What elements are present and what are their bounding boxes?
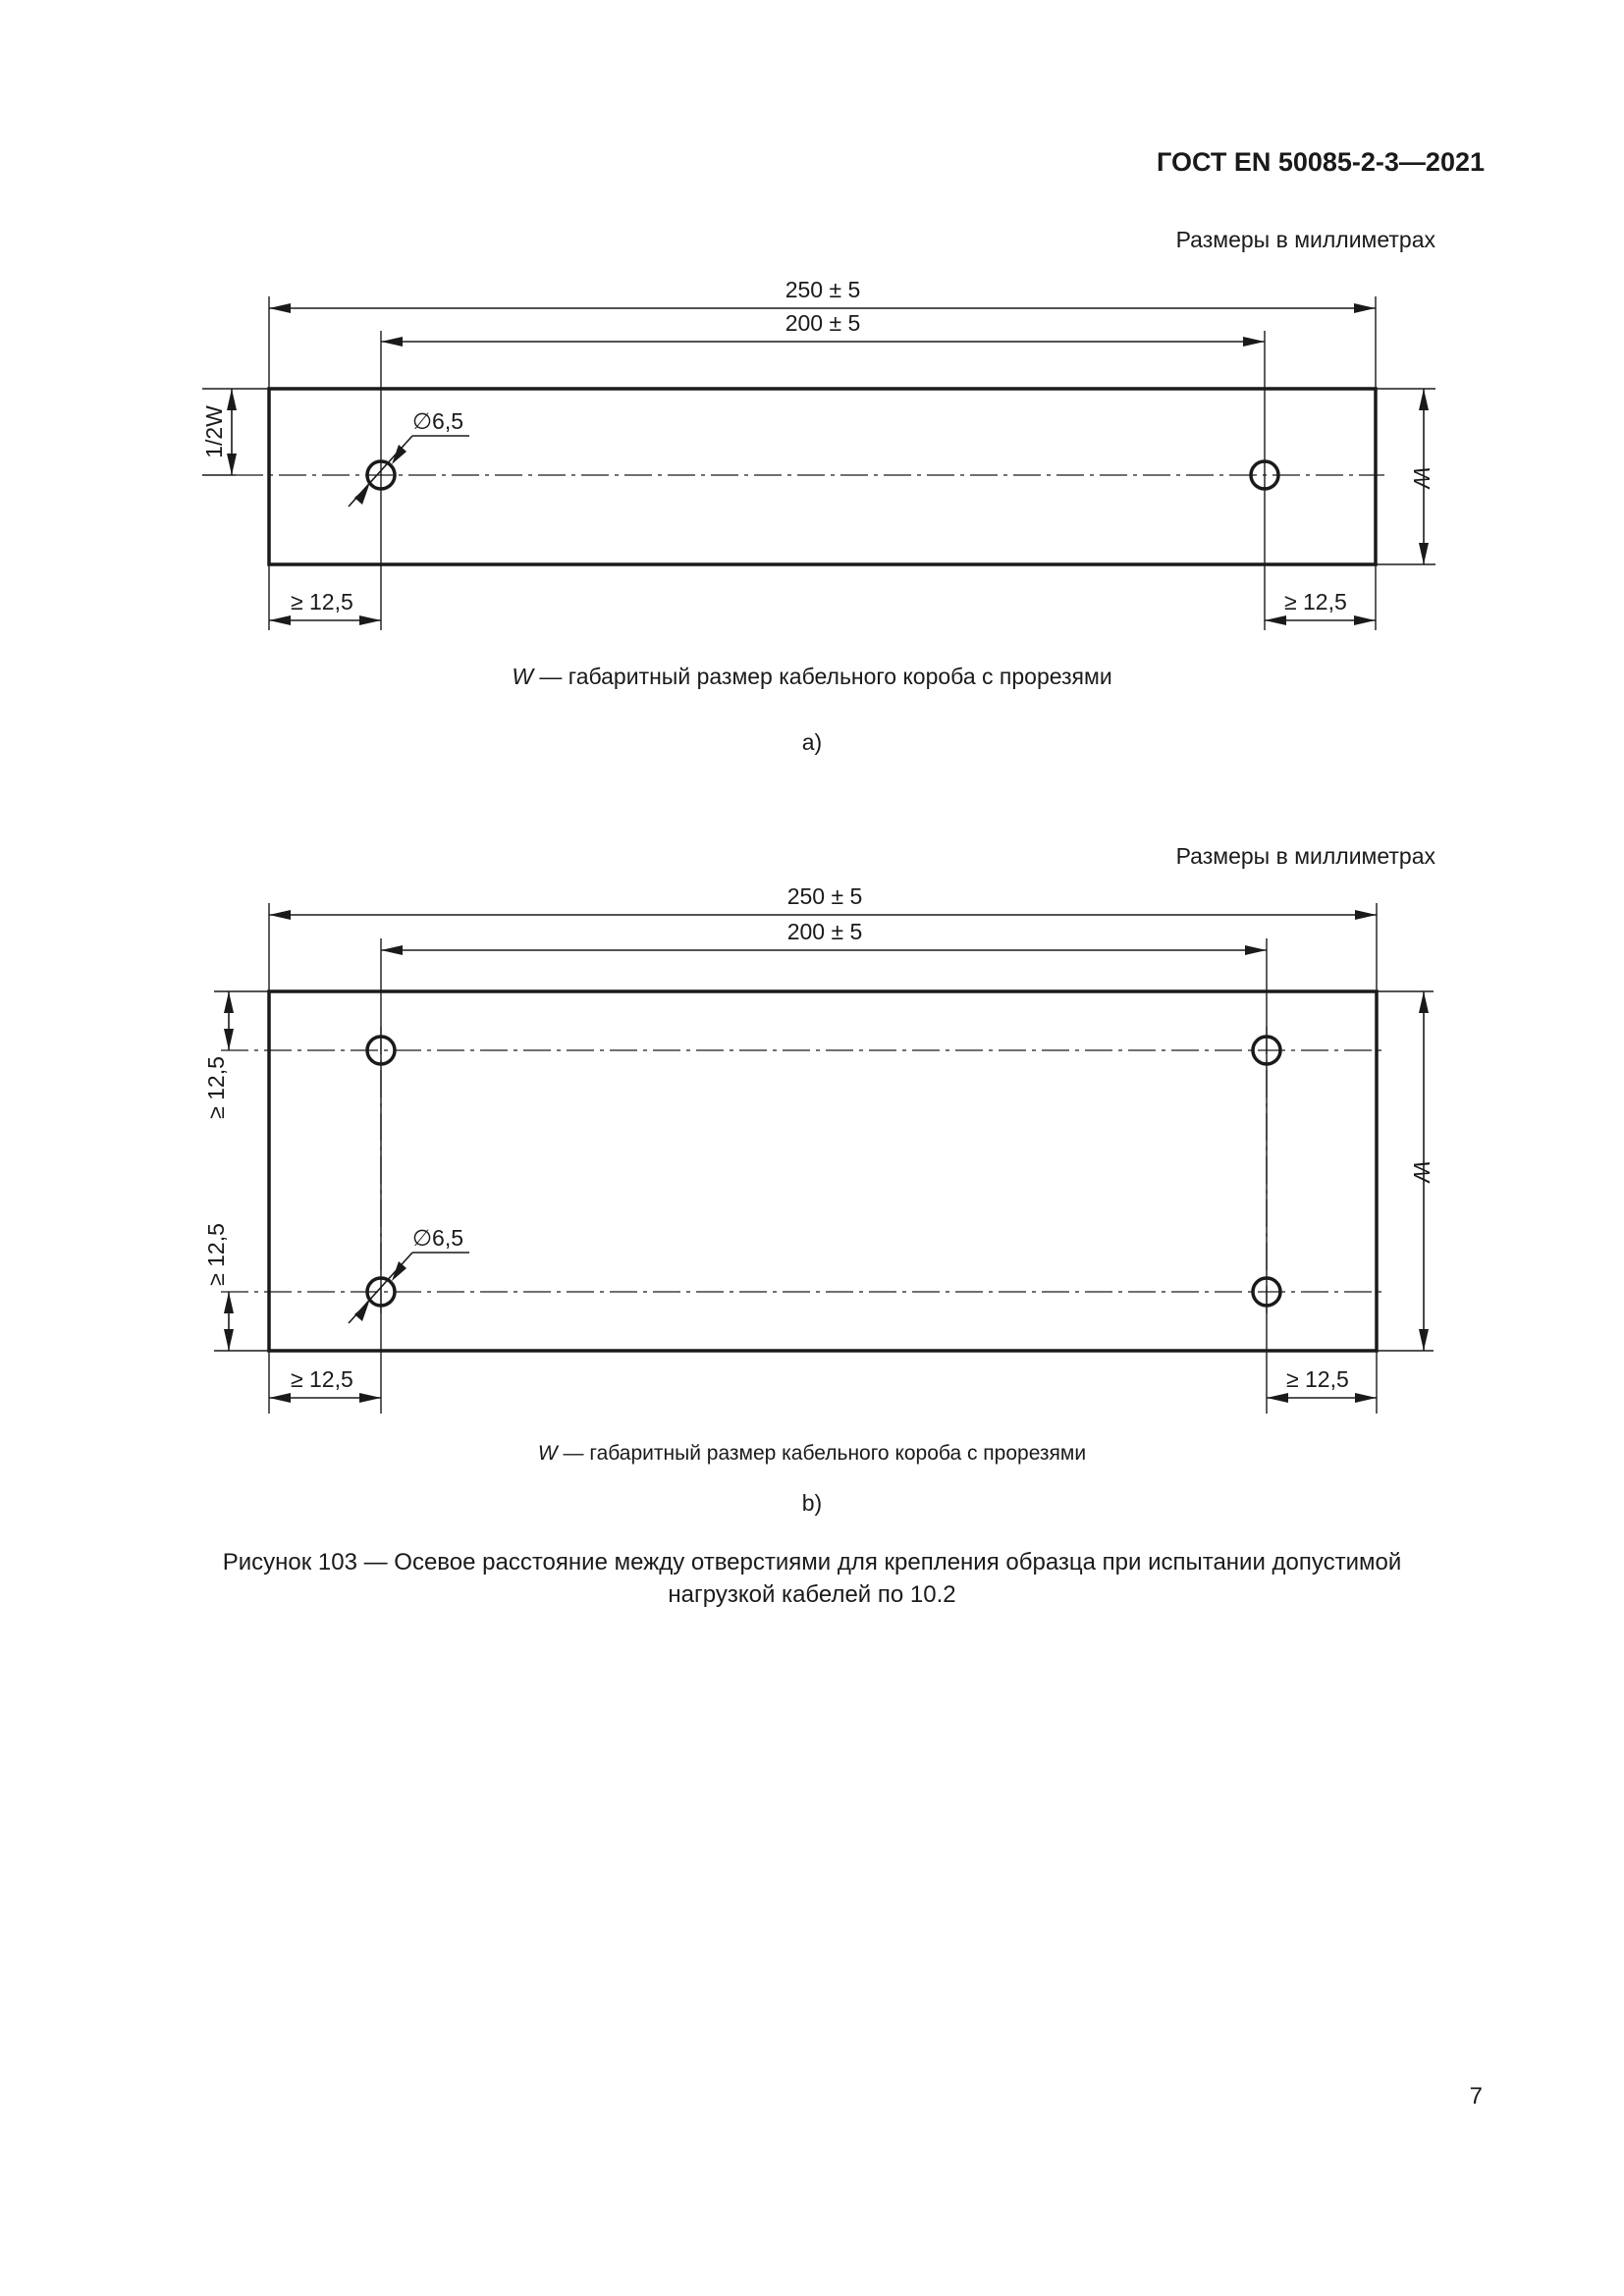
arrow-top-margin-b [224,1029,234,1050]
figure-b-drawing [0,864,1624,1414]
standard-code: ГОСТ EN 50085-2-3—2021 [1157,147,1485,177]
figure-caption [177,1546,1447,1611]
arrow-right-margin-b [1355,1393,1377,1403]
arrow-right-margin-b [1354,615,1376,625]
arrow-right-margin-a [1267,1393,1288,1403]
dim-top-margin-label: ≥ 12,5 [203,1056,229,1119]
figure-a-drawing [0,265,1624,677]
arrow-overall-left [269,303,291,313]
arrow-bottom-margin-b [224,1329,234,1351]
arrow-overall-right [1355,910,1377,920]
dim-hole-spacing-label: 200 ± 5 [786,919,863,944]
dim-hole-spacing-label: 200 ± 5 [785,310,861,336]
arrow-left-margin-b [359,1393,381,1403]
dim-overall-label: 250 ± 5 [786,883,863,909]
arrow-spacing-left [381,337,403,347]
dim-width-label: W [1409,1160,1435,1182]
dim-left-margin-label: ≥ 12,5 [291,1366,353,1392]
dim-right-margin-label: ≥ 12,5 [1284,589,1347,614]
dim-right-margin-label: ≥ 12,5 [1286,1366,1349,1392]
part-outline-b [269,991,1377,1351]
legend-text-a: — габаритный размер кабельного короба с прорезями [533,664,1112,689]
arrow-width-bottom [1419,1329,1429,1351]
legend-b [0,1442,1624,1466]
arrow-diameter-outer [354,1302,369,1321]
arrow-right-margin-a [1265,615,1286,625]
arrow-overall-right [1354,303,1376,313]
arrow-left-margin-a [269,615,291,625]
page-number: 7 [1469,2083,1483,2109]
legend-symbol-a: W [512,664,534,689]
arrow-diameter-inner [392,445,406,464]
arrow-bottom-margin-a [224,1292,234,1313]
arrow-top-margin-a [224,991,234,1013]
caption-line-1: Рисунок 103 — Осевое расстояние между отверстиями для крепления образца при испытании допустимой [222,1549,1402,1575]
dim-bottom-margin-label: ≥ 12,5 [203,1223,229,1286]
units-note-a: Размеры в миллиметрах [1175,227,1435,252]
arrow-left-margin-b [359,615,381,625]
dim-half-width-label: 1/2W [201,405,227,458]
dim-overall-label: 250 ± 5 [785,277,861,302]
figure-sublabel-b: b) [801,1490,823,1516]
arrow-overall-left [269,910,291,920]
units-note-b: Размеры в миллиметрах [1175,843,1435,869]
arrow-spacing-left [381,945,403,955]
dim-left-margin-label: ≥ 12,5 [291,589,353,614]
figure-sublabel-a: a) [801,729,823,755]
arrow-diameter-outer [354,485,369,505]
arrow-diameter-inner [392,1261,406,1281]
hole-diameter-label: ∅6,5 [412,408,464,434]
arrow-spacing-right [1243,337,1265,347]
arrow-left-margin-a [269,1393,291,1403]
arrow-width-bottom [1419,543,1429,564]
arrow-width-top [1419,991,1429,1013]
arrow-half-top [227,389,237,410]
legend-a [0,664,1624,690]
caption-line-2: нагрузкой кабелей по 10.2 [668,1581,956,1608]
arrow-width-top [1419,389,1429,410]
legend-text-b: — габаритный размер кабельного короба с прорезями [557,1442,1087,1465]
arrow-spacing-right [1245,945,1267,955]
hole-diameter-label: ∅6,5 [412,1225,464,1251]
arrow-half-bottom [227,454,237,475]
dim-width-label: W [1409,466,1435,488]
legend-symbol-b: W [537,1442,558,1465]
